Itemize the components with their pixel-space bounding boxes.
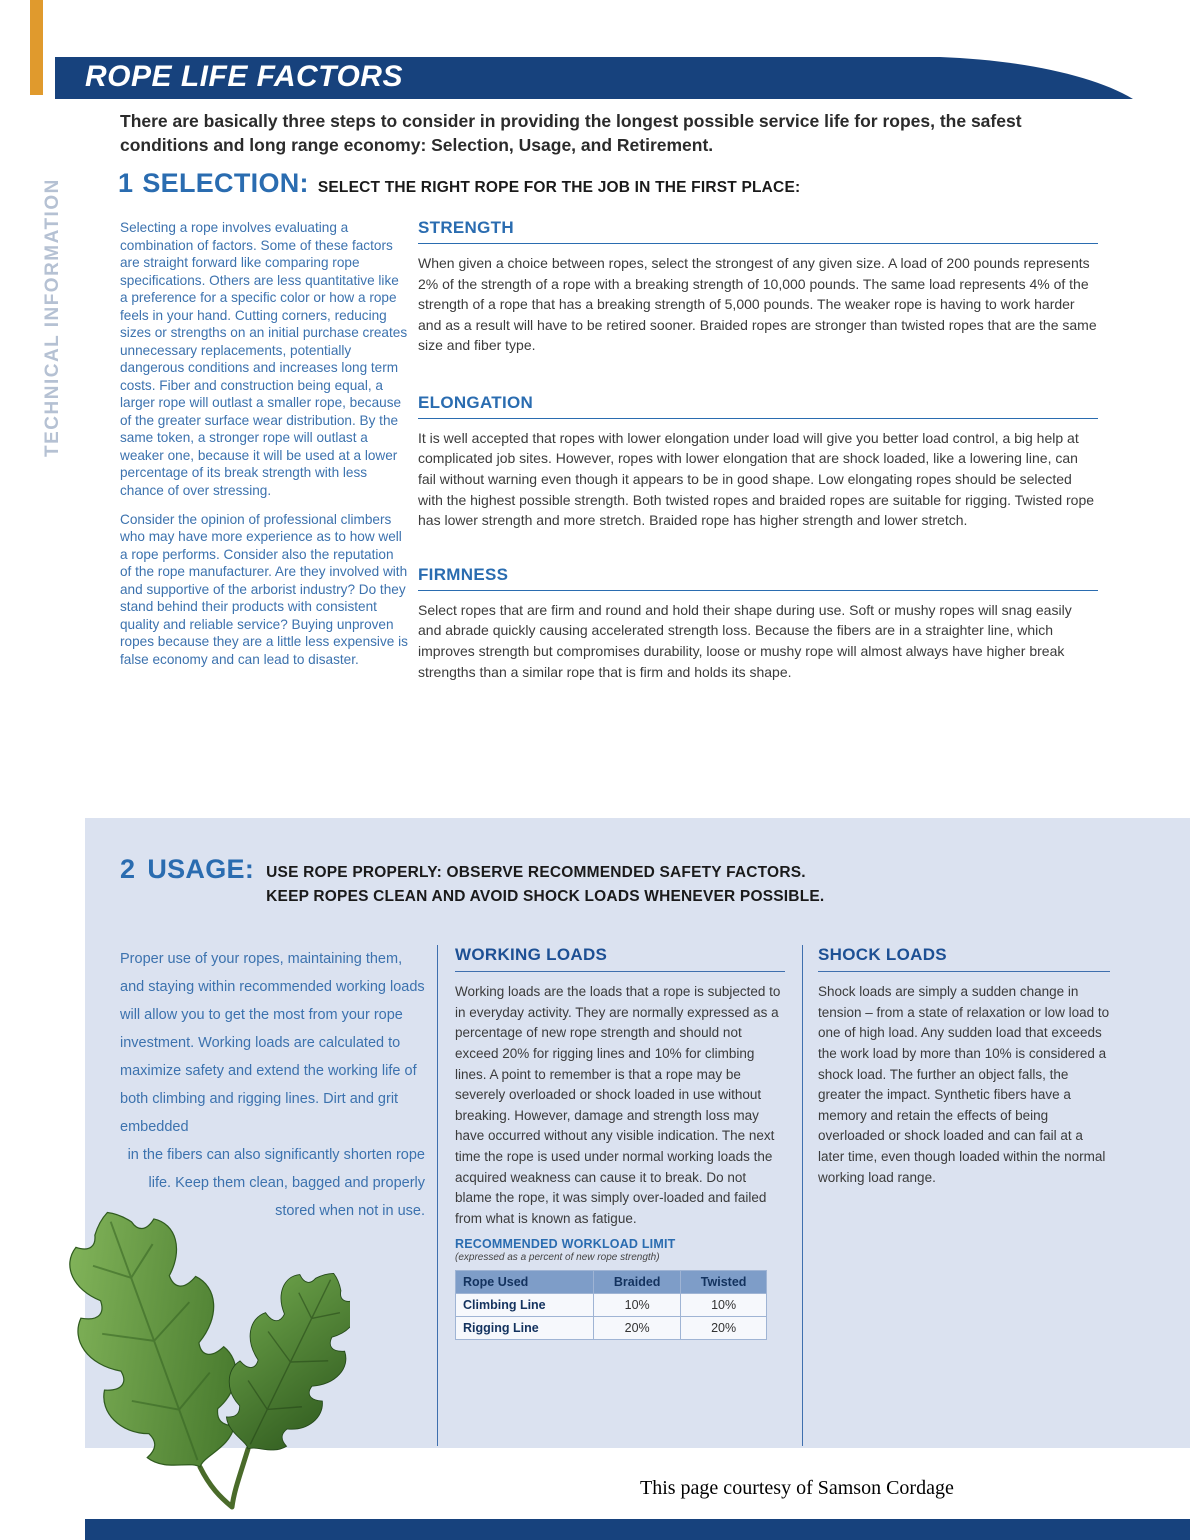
column-divider-2 xyxy=(802,945,803,1446)
row-label-climbing: Climbing Line xyxy=(456,1293,594,1316)
working-loads-column xyxy=(455,945,785,1340)
elongation-body: It is well accepted that ropes with lower elongation under load will give you better load control, a big help at complicated job sites. However, ropes with lower elongation that are shock loaded, like a lowering line, can fail without warning even though it appears to be in good shape. Low elongating ropes should be selected with the highest possible strength. Both twisted ropes and braided ropes are suitable for rigging. Twisted rope has lower strength and more stretch. Braided rope has higher strength and lower stretch. xyxy=(418,429,1095,529)
page-title: ROPE LIFE FACTORS xyxy=(85,60,403,93)
shock-loads-body: Shock loads are simply a sudden change in tension – from a state of relaxation or low load to one of high load. Any sudden load that exceeds the work load by more than 10% is considered a shock load. The further an object falls, the greater the impact. Synthetic fibers have a memory and retain the effects of being overloaded or shock loaded and can fail at a later time, even though loaded within the normal working load range. xyxy=(818,984,1110,1185)
orange-accent-strip xyxy=(30,0,43,95)
elongation-heading: ELONGATION xyxy=(418,393,1098,419)
climbing-twisted-value: 10% xyxy=(681,1293,767,1316)
table-row-climbing xyxy=(456,1293,767,1316)
rigging-twisted-value: 20% xyxy=(681,1316,767,1339)
row-label-rigging: Rigging Line xyxy=(456,1316,594,1339)
shock-loads-column xyxy=(818,945,1110,1188)
working-loads-body: Working loads are the loads that a rope is subjected to in everyday activity. They are normally expressed as a percentage of new rope strength and should not exceed 20% for rigging lines and 10% for climbing lines. A point to remember is that a rope may be severely overloaded or shock loaded in use without breaking. However, damage and strength loss may have occurred without any visible indication. The next time the rope is used under normal working loads the acquired weakness can cause it to break. Do not blame the rope, it was simply over-loaded and failed from what is known as fatigue. xyxy=(455,984,781,1227)
usage-number: 2 xyxy=(120,854,136,884)
section-firmness xyxy=(418,565,1098,682)
workload-table xyxy=(455,1270,767,1340)
selection-left-paragraph-2: Consider the opinion of professional climbers who may have more experience as to how well a rope performs. Consider also the reputation of the rope manufacturer. Are they involved with and supportive of the arborist industry? Do they stand behind their products with consistent quality and reliable service? Buying unproven ropes because they are a little less expensive is false economy and can lead to disaster. xyxy=(120,511,408,667)
usage-left-paragraph-wrap: in the fibers can also significantly shorten rope life. Keep them clean, bagged and properly stored when not in use. xyxy=(127,1146,425,1219)
usage-title: USAGE: xyxy=(147,854,255,884)
selection-subtitle: SELECT THE RIGHT ROPE FOR THE JOB IN THE FIRST PLACE: xyxy=(317,179,801,196)
section-strength xyxy=(418,218,1098,356)
header-braided: Braided xyxy=(594,1270,681,1293)
strength-heading: STRENGTH xyxy=(418,218,1098,244)
shock-loads-heading: SHOCK LOADS xyxy=(818,945,1110,972)
sidebar-vertical-label: TECHNICAL INFORMATION xyxy=(42,178,63,457)
usage-subtitle-line2: KEEP ROPES CLEAN AND AVOID SHOCK LOADS WHENEVER POSSIBLE. xyxy=(266,888,825,906)
table-row-rigging xyxy=(456,1316,767,1339)
usage-subtitle-line1: USE ROPE PROPERLY: OBSERVE RECOMMENDED SAFETY FACTORS. xyxy=(266,864,806,881)
selection-left-paragraph-1: Selecting a rope involves evaluating a combination of factors. Some of these factors are straight forward like comparing rope specifications. Others are less quantitative like a preference for a specific color or how a rope feels in your hand. Cutting corners, reducing sizes or strengths on an initial purchase creates unnecessary replacements, potentially dangerous conditions and increases long term costs. Fiber and construction being equal, a larger rope will outlast a smaller rope, because of the greater surface wear distribution. By the same token, a stronger rope will outlast a weaker one, because it will be used at a lower percentage of its break strength with less chance of over stressing. xyxy=(120,220,408,498)
header-rope-used: Rope Used xyxy=(456,1270,594,1293)
workload-limit-note: (expressed as a percent of new rope strength) xyxy=(455,1251,660,1263)
usage-subtitle xyxy=(266,854,824,909)
firmness-heading: FIRMNESS xyxy=(418,565,1098,591)
strength-body: When given a choice between ropes, select the strongest of any given size. A load of 200 pounds represents 2% of the strength of a rope with a breaking strength of 10,000 pounds. The same load represents 4% of the strength of a rope that has a breaking strength of 5,000 pounds. The weaker rope is having to work harder and as a result will have to be retired sooner. Braided ropes are stronger than twisted ropes that are the same size and fiber type. xyxy=(418,255,1097,354)
intro-paragraph: There are basically three steps to consider in providing the longest possible service life for ropes, the safest conditions and long range economy: Selection, Usage, and Retirement. xyxy=(120,111,1022,155)
selection-number: 1 xyxy=(118,168,134,198)
column-divider-1 xyxy=(437,945,438,1446)
selection-right-column xyxy=(418,218,1098,682)
page-banner xyxy=(55,57,1190,99)
workload-limit-title: RECOMMENDED WORKLOAD LIMIT xyxy=(455,1236,676,1251)
climbing-braided-value: 10% xyxy=(594,1293,681,1316)
usage-left-paragraph: Proper use of your ropes, maintaining them, and staying within recommended working loads will allow you to get the most from your rope investment. Working loads are calculated to maximize safety and extend the working life of both climbing and rigging lines. Dirt and grit embedded xyxy=(120,951,425,1135)
oak-leaves-image xyxy=(50,1135,350,1515)
header-twisted: Twisted xyxy=(681,1270,767,1293)
selection-heading xyxy=(118,168,800,199)
working-loads-heading: WORKING LOADS xyxy=(455,945,785,972)
selection-left-column xyxy=(120,219,408,668)
usage-heading xyxy=(120,854,824,909)
rigging-braided-value: 20% xyxy=(594,1316,681,1339)
workload-table-header-row xyxy=(456,1270,767,1293)
bottom-navy-bar xyxy=(85,1519,1190,1540)
firmness-body: Select ropes that are firm and round and hold their shape during use. Soft or mushy ropes will snag easily and abrade quickly causing accelerated strength loss. Because the fibers are in a straighter line, which improves strength but compromises durability, loose or mushy rope will almost always have higher break strengths than a similar rope that is firm and holds its shape. xyxy=(418,601,1072,680)
footer-credit: This page courtesy of Samson Cordage xyxy=(640,1477,954,1499)
selection-title: SELECTION: xyxy=(142,168,309,198)
section-elongation xyxy=(418,393,1098,531)
